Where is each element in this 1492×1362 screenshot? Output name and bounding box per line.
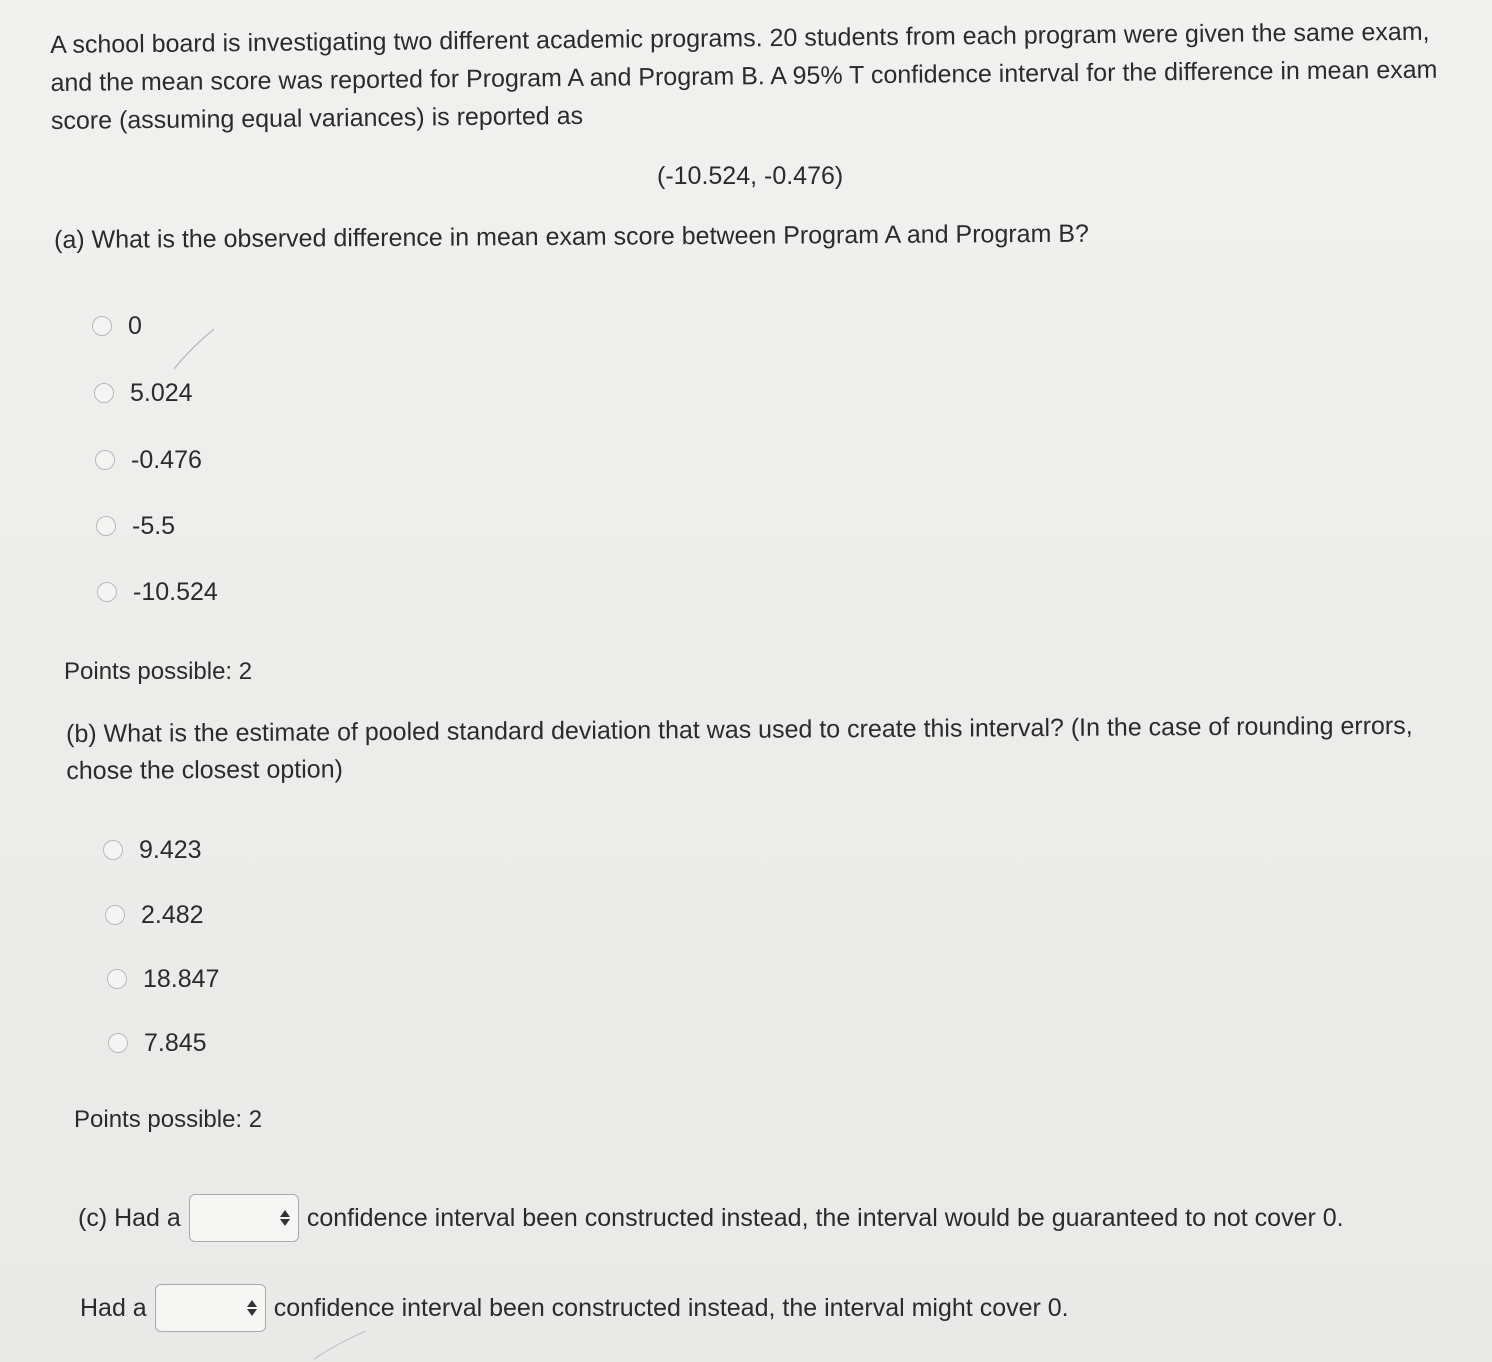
question-c-line2-suffix: confidence interval been constructed instead, the interval might cover 0. xyxy=(273,1294,1069,1322)
confidence-level-select-2[interactable] xyxy=(155,1284,266,1332)
option-label: 7.845 xyxy=(144,1029,207,1057)
option-b-3[interactable] xyxy=(108,1028,207,1058)
option-a-0[interactable] xyxy=(92,311,142,341)
option-a-1[interactable] xyxy=(94,378,193,408)
question-c-line-1 xyxy=(78,1194,1344,1242)
question-c-line2-prefix: Had a xyxy=(80,1294,147,1322)
option-label: 9.423 xyxy=(139,836,202,864)
radio-button[interactable] xyxy=(97,582,117,602)
option-label: 18.847 xyxy=(143,965,220,993)
option-label: -10.524 xyxy=(133,578,218,606)
radio-button[interactable] xyxy=(95,450,115,470)
confidence-level-select-1[interactable] xyxy=(189,1194,299,1242)
points-possible-b: Points possible: 2 xyxy=(74,1106,263,1133)
option-label: -5.5 xyxy=(132,512,176,540)
radio-button[interactable] xyxy=(108,1033,128,1053)
option-label: 5.024 xyxy=(130,379,193,407)
option-b-2[interactable] xyxy=(107,964,219,994)
question-a: (a) What is the observed difference in mean exam score between Program A and Program B? xyxy=(54,219,1089,254)
question-b: (b) What is the estimate of pooled standard deviation that was used to create this interval? (In the case of rounding errors, chose the closest option) xyxy=(66,711,1413,785)
chevron-updown-icon xyxy=(247,1300,257,1316)
confidence-interval-display: (-10.524, -0.476) xyxy=(657,162,844,190)
option-a-3[interactable] xyxy=(96,511,175,541)
option-label: 2.482 xyxy=(141,901,204,929)
question-c-prefix: (c) Had a xyxy=(78,1204,181,1232)
problem-statement: A school board is investigating two different academic programs. 20 students from each program were given the same exam, and the mean score was reported for Program A and Program B. A 95% T confidence interval for the difference in mean exam score (assuming equal variances) is reported as xyxy=(50,17,1438,135)
option-a-4[interactable] xyxy=(97,577,218,607)
question-c-line-2 xyxy=(80,1284,1069,1332)
option-a-2[interactable] xyxy=(95,445,202,475)
radio-button[interactable] xyxy=(96,516,116,536)
radio-button[interactable] xyxy=(105,905,125,925)
radio-button[interactable] xyxy=(107,969,127,989)
chevron-updown-icon xyxy=(280,1210,290,1226)
option-b-0[interactable] xyxy=(103,835,202,865)
option-label: -0.476 xyxy=(131,446,202,474)
radio-button[interactable] xyxy=(94,383,114,403)
radio-button[interactable] xyxy=(103,840,123,860)
question-c-suffix: confidence interval been constructed instead, the interval would be guaranteed to not cover 0. xyxy=(306,1204,1344,1232)
points-possible-a: Points possible: 2 xyxy=(64,658,253,685)
option-b-1[interactable] xyxy=(105,900,204,930)
radio-button[interactable] xyxy=(92,316,112,336)
option-label: 0 xyxy=(128,312,142,340)
pencil-mark xyxy=(170,325,220,375)
